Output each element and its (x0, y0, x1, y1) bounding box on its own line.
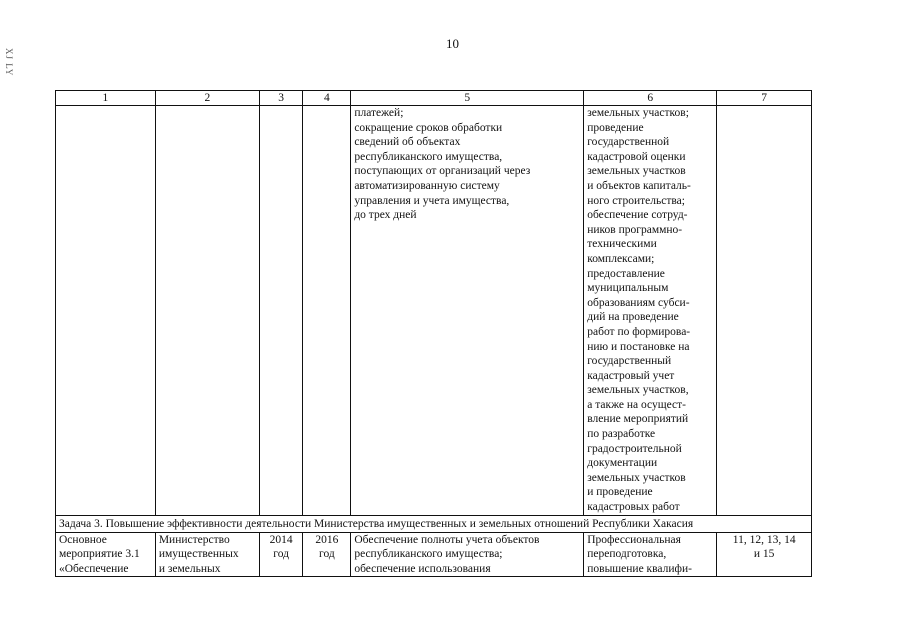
cell-executor (155, 106, 259, 516)
cell-start-year (259, 106, 303, 516)
page-number: 10 (446, 36, 459, 51)
cell-start-year: 2014 год (259, 532, 303, 577)
header-cell: 1 (56, 91, 156, 106)
header-cell: 7 (717, 91, 812, 106)
cell-activity: Основное мероприятие 3.1 «Обеспечение (56, 532, 156, 577)
header-cell: 4 (303, 91, 351, 106)
cell-main-directions: земельных участков; проведение государственной кадастровой оценки земельных участков и объектов капиталь- ного строительства; обеспечение сотруд- ников программно- техническими комплексами; предоставление муниципальным образованиям субси- дий на проведение работ по формирова- нию и постановке на государственный кадастровый учет земельных участков, а также на осущест- вление мероприятий по разработке градостроительной документации земельных участков и проведение кадастровых работ (584, 106, 717, 516)
cell-expected-result: Обеспечение полноты учета объектов республиканского имущества; обеспечение использования (351, 532, 584, 577)
table-row (56, 532, 812, 577)
header-cell: 3 (259, 91, 303, 106)
cell-expected-result: платежей; сокращение сроков обработки сведений об объектах республиканского имущества, поступающих от организаций через автоматизированную систему управления и учета имущества, до трех дней (351, 106, 584, 516)
cell-end-year (303, 106, 351, 516)
cell-end-year: 2016 год (303, 532, 351, 577)
cell-indicators: 11, 12, 13, 14 и 15 (717, 532, 812, 577)
header-row (56, 91, 812, 106)
cell-executor: Министерство имущественных и земельных (155, 532, 259, 577)
header-cell: 5 (351, 91, 584, 106)
table-row (56, 106, 812, 516)
margin-mark: XJ LY (4, 48, 14, 77)
cell-indicators (717, 106, 812, 516)
header-cell: 2 (155, 91, 259, 106)
task-row (56, 515, 812, 532)
cell-activity (56, 106, 156, 516)
program-table (55, 90, 812, 577)
task-heading: Задача 3. Повышение эффективности деятельности Министерства имущественных и земельных отношений Республики Хакасия (56, 515, 812, 532)
cell-main-directions: Профессиональная переподготовка, повышение квалифи- (584, 532, 717, 577)
header-cell: 6 (584, 91, 717, 106)
